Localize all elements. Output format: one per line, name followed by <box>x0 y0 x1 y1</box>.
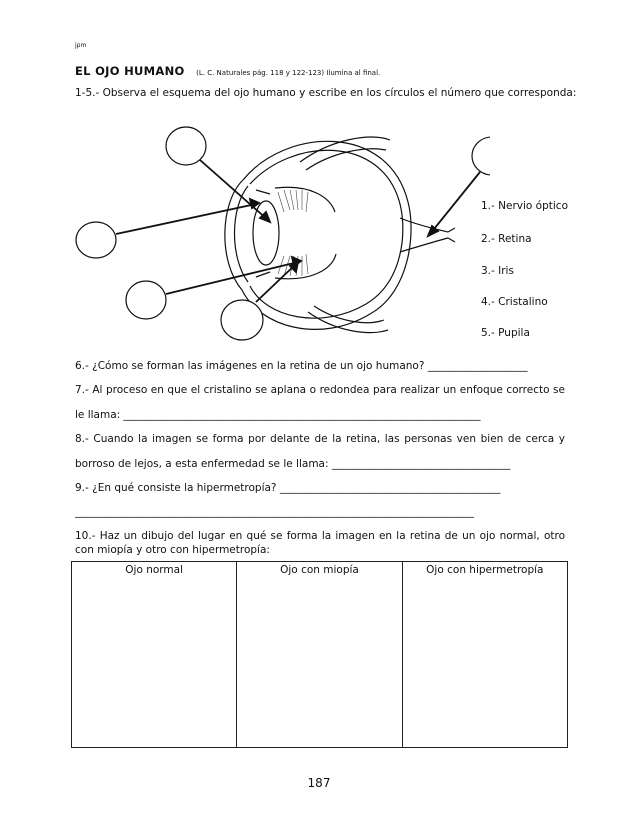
legend-item-5: 5.- Pupila <box>481 327 530 339</box>
column-header-normal: Ojo normal <box>125 564 184 576</box>
column-header-myopia: Ojo con miopía <box>280 564 359 576</box>
title-line <box>75 64 380 78</box>
question-8-line-1: 8.- Cuando la imagen se forma por delante de la retina, las personas ven bien de cerca y <box>75 433 565 445</box>
question-7-line-2: le llama: ____________________________________________________________________ <box>75 409 481 421</box>
question-8-line-2: borroso de lejos, a esta enfermedad se le llama: __________________________________ <box>75 458 511 470</box>
legend-item-1: 1.- Nervio óptico <box>481 200 568 212</box>
question-10-line-1: 10.- Haz un dibujo del lugar en qué se forma la imagen en la retina de un ojo normal, otro <box>75 530 565 542</box>
question-9-line-1: 9.- ¿En qué consiste la hipermetropía? __________________________________________ <box>75 482 501 494</box>
question-7-line-1: 7.- Al proceso en que el cristalino se aplana o redondea para realizar un enfoque correcto se <box>75 384 565 396</box>
drawing-cell-hyperopia[interactable] <box>402 562 567 748</box>
arrow-circle-5 <box>256 264 296 302</box>
drawing-table <box>71 561 568 748</box>
eye-diagram <box>70 122 490 347</box>
drawing-cell-normal[interactable] <box>72 562 237 748</box>
question-1-5-instruction: 1-5.- Observa el esquema del ojo humano y escribe en los círculos el número que corresponda: <box>75 87 577 99</box>
answer-circle-5 <box>221 300 263 340</box>
page-number: 187 <box>307 776 331 790</box>
answer-circle-1 <box>166 127 206 165</box>
question-6: 6.- ¿Cómo se forman las imágenes en la retina de un ojo humano? ___________________ <box>75 360 528 372</box>
question-10-line-2: con miopía y otro con hipermetropía: <box>75 544 270 556</box>
page-title: EL OJO HUMANO <box>75 64 185 78</box>
answer-circle-3 <box>76 222 116 258</box>
answer-circle-2 <box>472 137 490 175</box>
legend-item-3: 3.- Iris <box>481 265 514 277</box>
author-initials: jpm <box>75 42 87 49</box>
legend-item-4: 4.- Cristalino <box>481 296 548 308</box>
answer-circle-4 <box>126 281 166 319</box>
title-reference: (L. C. Naturales pág. 118 y 122-123) Ilumina al final. <box>196 69 381 77</box>
drawing-cell-myopia[interactable] <box>237 562 402 748</box>
eye-optic-nerve <box>400 218 448 252</box>
question-9-line-2: ____________________________________________________________________________ <box>75 506 474 518</box>
arrow-circle-2 <box>430 172 480 234</box>
column-header-hyperopia: Ojo con hipermetropía <box>426 564 544 576</box>
legend-item-2: 2.- Retina <box>481 233 532 245</box>
